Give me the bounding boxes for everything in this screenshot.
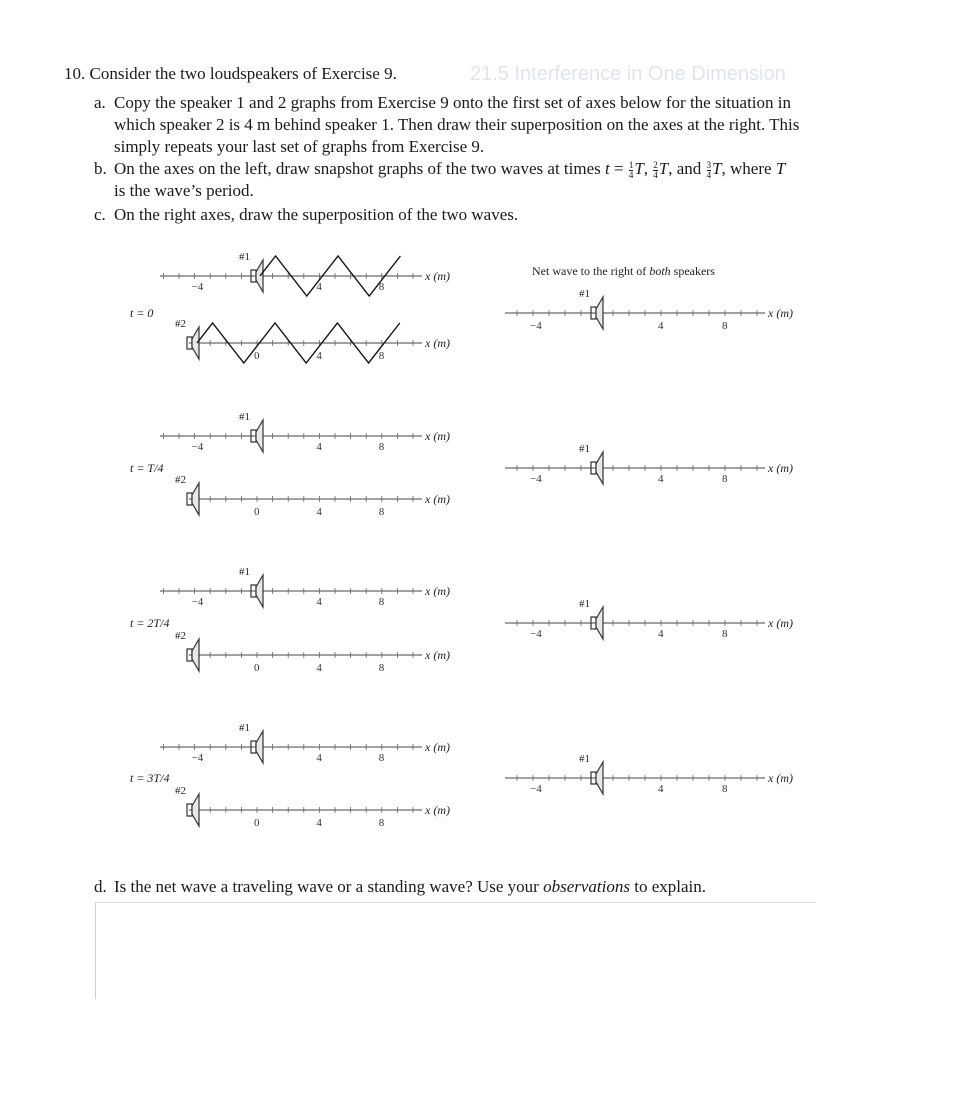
row0-speaker2-speaker-label: #2 [175, 318, 186, 330]
right-row3-tick-label-four: 4 [658, 783, 664, 795]
row1-speaker2-axis-label: x (m) [425, 492, 450, 506]
row3-speaker2-speaker-cone [192, 794, 199, 826]
row3-speaker2-tick-label-four: 4 [316, 817, 322, 829]
part-a-line1: Copy the speaker 1 and 2 graphs from Exercise 9 onto the first set of axes below for the situation in [114, 93, 791, 112]
right-row1-speaker-label: #1 [579, 443, 590, 455]
row1-speaker1-axis-label: x (m) [425, 429, 450, 443]
right-row2-speaker-cone [596, 607, 603, 639]
row3-speaker1-speaker-cone [256, 731, 263, 763]
part-d-em: observations [543, 877, 630, 896]
right-row2-axis-label: x (m) [768, 616, 793, 630]
part-a-line2: which speaker 2 is 4 m behind speaker 1. Then draw their superposition on the axes at the right. This [114, 115, 800, 134]
and-word: and [676, 159, 702, 178]
fraction-two-quarters: $\frac{2}{4}$ [653, 159, 658, 180]
row1-speaker2-speaker-label: #2 [175, 474, 186, 486]
part-d [94, 876, 884, 898]
right-row3-axis-label: x (m) [768, 771, 793, 785]
row0-speaker1-tick-label-neg4: −4 [191, 281, 204, 293]
row3-speaker2-tick-label-zero: 0 [254, 817, 260, 829]
right-row0-tick-label-four: 4 [658, 320, 664, 332]
row3-speaker2-speaker-label: #2 [175, 785, 186, 797]
row0-time-label: t = 0 [130, 306, 154, 320]
row3-speaker1-tick-label-neg4: −4 [191, 752, 204, 764]
question-text: Consider the two loudspeakers of Exercise 9. [89, 64, 397, 83]
question-number: 10. [64, 64, 86, 83]
where-word: , where [721, 159, 772, 178]
right-row1-tick-label-neg4: −4 [530, 473, 542, 485]
right-row2-tick-label-four: 4 [658, 628, 664, 640]
row0-speaker1-axis-label: x (m) [425, 269, 450, 283]
row0-speaker1-tick-label-four: 4 [316, 281, 322, 293]
right-row1-tick-label-eight: 8 [722, 473, 728, 485]
net-wave-header: Net wave to the right of both speakers [532, 264, 715, 278]
right-row3-tick-label-neg4: −4 [530, 783, 542, 795]
row0-speaker1-speaker-cone [256, 260, 263, 292]
row1-speaker2-tick-label-zero: 0 [254, 506, 260, 518]
part-d-label: d. [94, 877, 107, 896]
row1-speaker1-tick-label-four: 4 [316, 441, 322, 453]
right-row3-tick-label-eight: 8 [722, 783, 728, 795]
row3-speaker1-tick-label-eight: 8 [378, 752, 385, 764]
row0-speaker1-tick-label-eight: 8 [378, 281, 385, 293]
right-row2-speaker-label: #1 [579, 598, 590, 610]
right-row1-tick-label-four: 4 [658, 473, 664, 485]
right-row1-speaker-cone [596, 452, 603, 484]
period-T: T [658, 159, 669, 178]
row2-speaker1-tick-label-four: 4 [316, 596, 322, 608]
row3-speaker1-speaker-label: #1 [239, 722, 250, 734]
comma: , [643, 159, 649, 178]
row1-time-label: t = T/4 [130, 461, 164, 475]
row0-speaker2-tick-label-eight: 8 [378, 350, 385, 362]
row1-speaker1-tick-label-neg4: −4 [191, 441, 204, 453]
right-row0-axis-label: x (m) [768, 306, 793, 320]
part-d-post: to explain. [634, 877, 706, 896]
right-row1-axis-label: x (m) [768, 461, 793, 475]
right-row0-speaker-cone [596, 297, 603, 329]
fraction-one-quarter: $\frac{1}{4}$ [628, 159, 634, 180]
fraction-three-quarters: $\frac{3}{4}$ [706, 159, 712, 180]
row2-speaker1-axis-label: x (m) [425, 584, 450, 598]
part-b-label: b. [94, 159, 107, 178]
row1-speaker1-speaker-label: #1 [239, 411, 250, 423]
comma: , [668, 159, 673, 178]
part-a-line3: simply repeats your last set of graphs from Exercise 9. [114, 137, 485, 156]
right-row0-tick-label-eight: 8 [722, 320, 728, 332]
right-row2-tick-label-eight: 8 [722, 628, 728, 640]
right-row0-tick-label-neg4: −4 [530, 320, 542, 332]
part-c-label: c. [94, 205, 106, 224]
row2-time-label: t = 2T/4 [130, 616, 170, 630]
row3-speaker2-axis-label: x (m) [425, 803, 450, 817]
right-row3-speaker-cone [596, 762, 603, 794]
row2-speaker2-tick-label-eight: 8 [378, 662, 385, 674]
bleed-through-heading: 21.5 Interference in One Dimension [470, 63, 786, 85]
row0-speaker2-axis-label: x (m) [425, 336, 450, 350]
row1-speaker2-tick-label-four: 4 [316, 506, 322, 518]
row2-speaker2-tick-label-four: 4 [316, 662, 322, 674]
row0-speaker2-speaker-cone [192, 327, 199, 359]
row2-speaker1-speaker-label: #1 [239, 566, 250, 578]
row1-speaker1-speaker-cone [256, 420, 263, 452]
row0-speaker2-tick-label-four: 4 [316, 350, 322, 362]
period-T: T [775, 159, 786, 178]
row3-speaker1-axis-label: x (m) [425, 740, 450, 754]
row2-speaker1-speaker-cone [256, 575, 263, 607]
right-row2-tick-label-neg4: −4 [530, 628, 542, 640]
part-d-pre: Is the net wave a traveling wave or a standing wave? Use your [114, 877, 539, 896]
row3-speaker1-tick-label-four: 4 [316, 752, 322, 764]
row2-speaker2-tick-label-zero: 0 [254, 662, 260, 674]
row2-speaker1-tick-label-neg4: −4 [191, 596, 204, 608]
row3-speaker2-tick-label-eight: 8 [378, 817, 385, 829]
period-T: T [634, 159, 644, 178]
right-row0-speaker-label: #1 [579, 288, 590, 300]
row2-speaker2-speaker-cone [192, 639, 199, 671]
right-row3-speaker-label: #1 [579, 753, 590, 765]
part-a-label: a. [94, 93, 106, 112]
answer-box[interactable] [95, 902, 816, 999]
row1-speaker2-tick-label-eight: 8 [378, 506, 385, 518]
row1-speaker1-tick-label-eight: 8 [378, 441, 385, 453]
part-c-text: On the right axes, draw the superposition of the two waves. [114, 205, 519, 224]
row1-speaker2-speaker-cone [192, 483, 199, 515]
part-b-t: t [605, 159, 610, 178]
part-b-eq: = [613, 159, 624, 178]
row3-time-label: t = 3T/4 [130, 771, 170, 785]
row2-speaker1-tick-label-eight: 8 [378, 596, 385, 608]
row0-speaker1-speaker-label: #1 [239, 251, 250, 263]
part-b-line2: is the wave’s period. [114, 181, 254, 200]
row2-speaker2-axis-label: x (m) [425, 648, 450, 662]
period-T: T [712, 159, 722, 178]
row0-speaker2-tick-label-zero: 0 [254, 350, 260, 362]
part-b-pre: On the axes on the left, draw snapshot graphs of the two waves at times [114, 159, 601, 178]
row2-speaker2-speaker-label: #2 [175, 630, 186, 642]
